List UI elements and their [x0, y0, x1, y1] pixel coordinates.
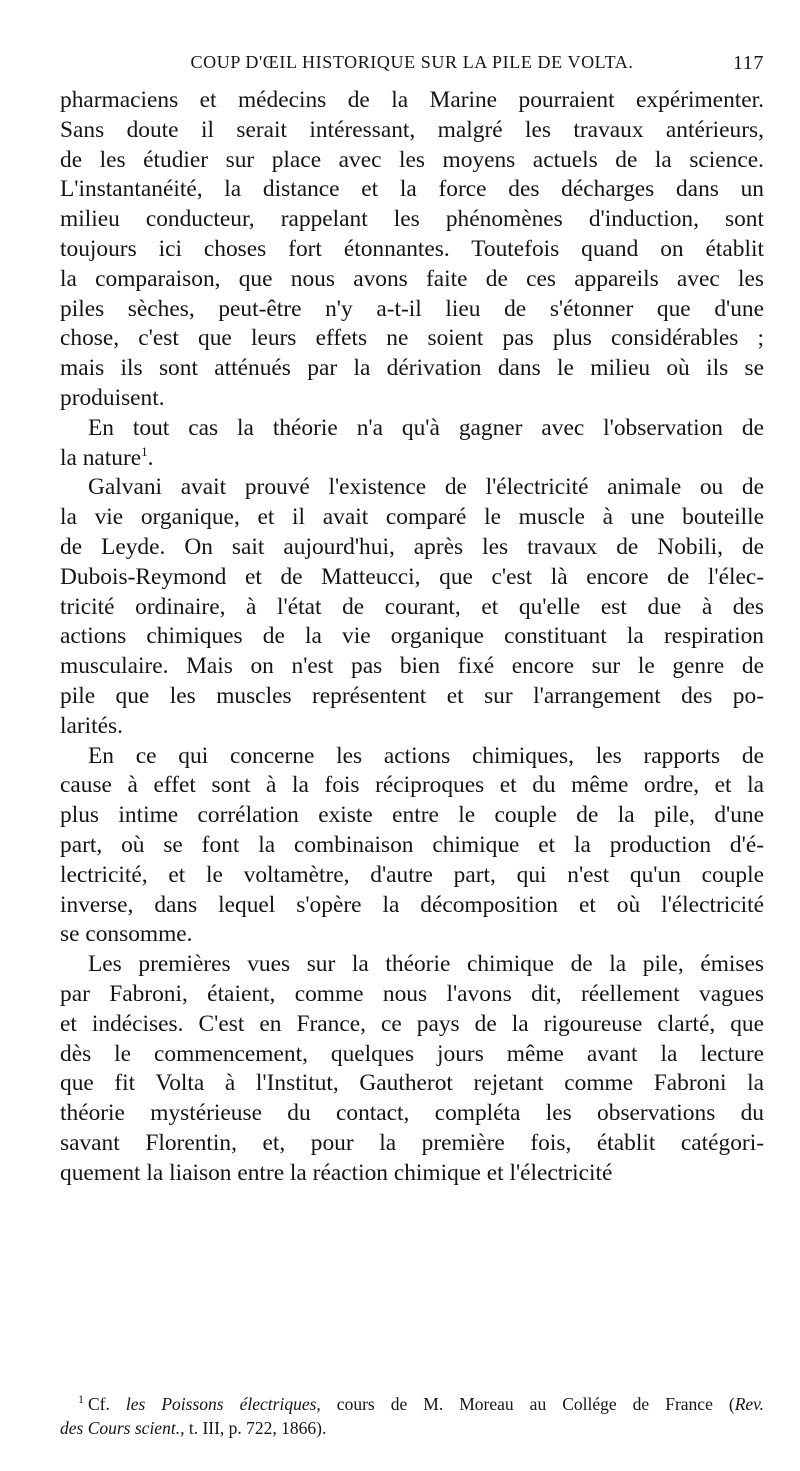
text-line: [60, 533, 764, 563]
text-line: [60, 801, 764, 831]
line-text: Les premières vues sur la théorie chimique de la pile, émises: [88, 951, 764, 978]
footnote: [60, 1392, 764, 1440]
line-text: dès le commencement, quelques jours même avant la lecture: [60, 1040, 764, 1067]
line-text: chose, c'est que leurs effets ne soient pas plus considérables ;: [60, 325, 764, 352]
text-line: [60, 593, 764, 623]
body-text: [60, 86, 764, 1188]
line-text: lectricité, et le voltamètre, d'autre part, qui n'est qu'un couple: [60, 861, 764, 888]
text-line: [60, 1129, 764, 1159]
text-line: [60, 980, 764, 1010]
footnote-italic-source: des Cours scient.,: [60, 1418, 185, 1438]
text-line: [60, 235, 764, 265]
paragraph: [60, 473, 764, 741]
line-text: produisent.: [60, 384, 165, 411]
footnote-line-1: [60, 1392, 764, 1416]
text-line: [60, 116, 764, 146]
line-text: milieu conducteur, rappelant les phénomènes d'induction, sont: [60, 206, 764, 233]
line-text: la vie organique, et il avait comparé le muscle à une bouteille: [60, 504, 764, 531]
footnote-text-1: Cf.: [88, 1394, 126, 1414]
line-tail: .: [147, 444, 154, 471]
text-line: [60, 324, 764, 354]
line-text: toujours ici choses fort étonnantes. Toutefois quand on établit: [60, 235, 764, 262]
line-text: la comparaison, que nous avons faite de ces appareils avec les: [60, 265, 764, 292]
footnote-text-3: t. III, p. 722, 1866).: [184, 1418, 327, 1438]
footnote-italic-rev: Rev.: [734, 1394, 765, 1414]
text-line: [60, 205, 764, 235]
text-line: [60, 771, 764, 801]
line-text: inverse, dans lequel s'opère la décomposition et où l'électricité: [60, 891, 764, 918]
text-line: [60, 175, 764, 205]
paragraph: [60, 414, 764, 474]
line-text: Dubois-Reymond et de Matteucci, que c'est là encore de l'élec-: [60, 563, 764, 590]
line-text: plus intime corrélation existe entre le couple de la pile, d'une: [60, 802, 764, 829]
page-body: [60, 86, 764, 1188]
text-line: [60, 1040, 764, 1070]
footnote-italic-title: les Poissons électriques,: [125, 1394, 321, 1414]
line-text: mais ils sont atténués par la dérivation dans le milieu où ils se: [60, 355, 764, 382]
line-text: la nature: [60, 444, 142, 471]
paragraph: [60, 950, 764, 1188]
text-line: [60, 742, 764, 772]
running-head: [60, 52, 764, 86]
line-text: que fit Volta à l'Institut, Gautherot rejetant comme Fabroni la: [60, 1070, 764, 1097]
text-line: [60, 473, 764, 503]
line-text: part, où se font la combinaison chimique et la production d'é-: [60, 831, 764, 858]
line-text: En tout cas la théorie n'a qu'à gagner avec l'observation de: [88, 414, 764, 441]
text-line: [60, 384, 764, 414]
text-line: [60, 1010, 764, 1040]
text-line: [60, 891, 764, 921]
text-line: [60, 622, 764, 652]
line-text: se consomme.: [60, 921, 193, 948]
line-text: Sans doute il serait intéressant, malgré les travaux antérieurs,: [60, 116, 764, 143]
text-line: [60, 146, 764, 176]
line-text: pharmaciens et médecins de la Marine pourraient expérimenter.: [60, 87, 764, 113]
text-line: [60, 414, 764, 444]
line-text: théorie mystérieuse du contact, compléta les observations du: [60, 1100, 764, 1127]
text-line: [60, 861, 764, 891]
text-line: [60, 354, 764, 384]
text-line: [60, 1099, 764, 1129]
footnote-line-2: [60, 1416, 764, 1440]
line-text: de les étudier sur place avec les moyens actuels de la science.: [60, 146, 764, 173]
line-text: piles sèches, peut-être n'y a-t-il lieu de s'étonner que d'une: [60, 295, 764, 322]
footnote-mark: 1: [78, 1392, 84, 1407]
text-line: [60, 503, 764, 533]
line-text: L'instantanéité, la distance et la force des décharges dans un: [60, 176, 764, 203]
running-title: COUP D'ŒIL HISTORIQUE SUR LA PILE DE VOLTA.: [190, 52, 634, 72]
text-line: [60, 712, 764, 742]
text-line: [60, 682, 764, 712]
line-text: tricité ordinaire, à l'état de courant, et qu'elle est due à des: [60, 593, 764, 620]
paragraph: [60, 742, 764, 951]
paragraph: [60, 86, 764, 414]
line-text: par Fabroni, étaient, comme nous l'avons dit, réellement vagues: [60, 980, 764, 1007]
text-line: [60, 1159, 764, 1189]
line-text: et indécises. C'est en France, ce pays de la rigoureuse clarté, que: [60, 1010, 764, 1037]
line-text: actions chimiques de la vie organique constituant la respiration: [60, 623, 764, 650]
line-text: quement la liaison entre la réaction chimique et l'électricité: [60, 1159, 613, 1186]
line-text: savant Florentin, et, pour la première fois, établit catégori-: [60, 1129, 764, 1156]
footnote-text-2: cours de M. Moreau au Collége de France (: [320, 1394, 735, 1414]
text-line: [60, 563, 764, 593]
line-text: larités.: [60, 712, 123, 739]
text-line: [60, 444, 764, 474]
line-text: En ce qui concerne les actions chimiques, les rapports de: [88, 742, 764, 769]
text-line: [60, 652, 764, 682]
text-line: [60, 950, 764, 980]
line-text: de Leyde. On sait aujourd'hui, après les travaux de Nobili, de: [60, 533, 764, 560]
line-text: musculaire. Mais on n'est pas bien fixé encore sur le genre de: [60, 653, 764, 680]
line-text: cause à effet sont à la fois réciproques et du même ordre, et la: [60, 772, 764, 799]
text-line: [60, 295, 764, 325]
line-text: pile que les muscles représentent et sur l'arrangement des po-: [60, 682, 764, 709]
text-line: [60, 920, 764, 950]
text-line: [60, 1069, 764, 1099]
footnote-reference[interactable]: 1: [141, 443, 148, 459]
text-line: [60, 265, 764, 295]
page-number: 117: [732, 52, 764, 74]
text-line: [60, 86, 764, 116]
text-line: [60, 831, 764, 861]
line-text: Galvani avait prouvé l'existence de l'électricité animale ou de: [88, 474, 764, 501]
